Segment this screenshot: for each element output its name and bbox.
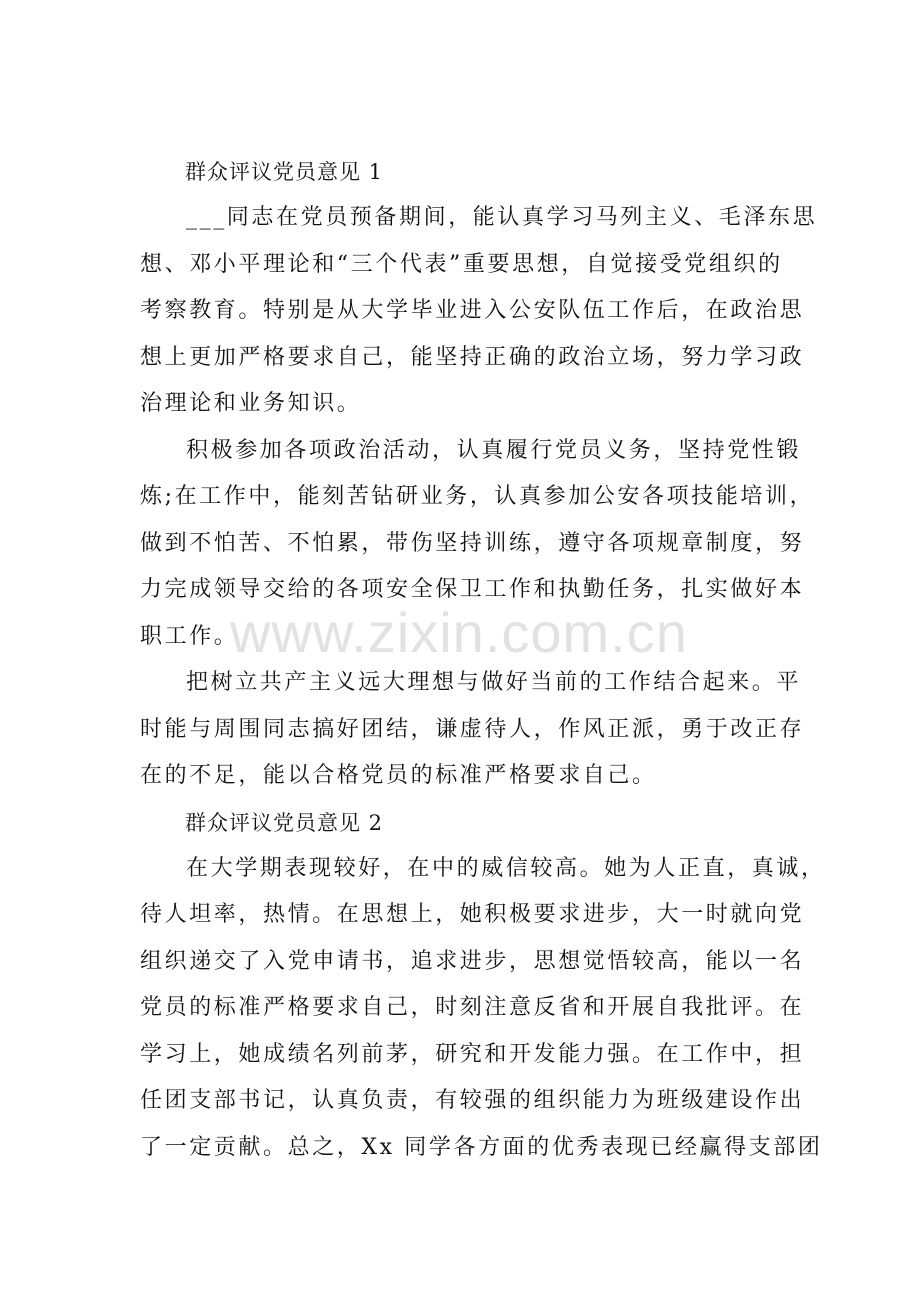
text-line: 待人坦率，热情。在思想上，她积极要求进步，大一时就向党 [140, 902, 805, 927]
text-line: ___同志在党员预备期间，能认真学习马列主义、毛泽东思 [186, 205, 818, 230]
text-line: 治理论和业务知识。 [140, 391, 362, 416]
text-line: 力完成领导交给的各项安全保卫工作和执勤任务，扎实做好本 [140, 577, 805, 602]
paragraph [140, 428, 815, 661]
text-line: 学习上，她成绩名列前茅，研究和开发能力强。在工作中，担 [140, 1041, 805, 1067]
section-heading: 群众评议党员意见 1 [185, 160, 384, 184]
text-line: 在大学期表现较好，在中的威信较高。她为人正直，真诚， [186, 855, 826, 881]
section-heading: 群众评议党员意见 2 [185, 810, 384, 835]
text-line: 组织递交了入党申请书，追求进步，思想觉悟较高，能以一名 [140, 948, 805, 974]
text-line: 党员的标准严格要求自己，时刻注意反省和开展自我批评。在 [140, 995, 805, 1020]
text-line: 时能与周围同志搞好团结，谦虚待人，作风正派，勇于改正存 [140, 716, 805, 742]
text-line: 在的不足，能以合格党员的标准严格要求自己。 [140, 763, 657, 788]
text-line: 把树立共产主义远大理想与做好当前的工作结合起来。平 [186, 670, 802, 695]
text-line: 职工作。 [140, 623, 239, 649]
text-line: 想、邓小平理论和“三个代表”重要思想，自觉接受党组织的 [140, 251, 783, 277]
text-line: 做到不怕苦、不怕累，带伤坚持训练，遵守各项规章制度，努 [140, 530, 805, 556]
text-line: 了一定贡献。总之，Xx 同学各方面的优秀表现已经赢得支部团 [140, 1134, 823, 1160]
text-line: 考察教育。特别是从大学毕业进入公安队伍工作后，在政治思 [140, 298, 805, 323]
text-line: 任团支部书记，认真负责，有较强的组织能力为班级建设作出 [140, 1088, 805, 1113]
document-body [140, 149, 826, 1171]
paragraph [140, 195, 818, 428]
watermark: www.zixin.com.cn [230, 601, 688, 664]
paragraph [140, 846, 826, 1172]
paragraph [140, 660, 805, 800]
text-line: 积极参加各项政治活动，认真履行党员义务，坚持党性锻 [186, 437, 802, 463]
text-line: 炼;在工作中，能刻苦钻研业务，认真参加公安各项技能培训， [140, 484, 815, 509]
text-line: 想上更加严格要求自己，能坚持正确的政治立场，努力学习政 [140, 344, 805, 370]
